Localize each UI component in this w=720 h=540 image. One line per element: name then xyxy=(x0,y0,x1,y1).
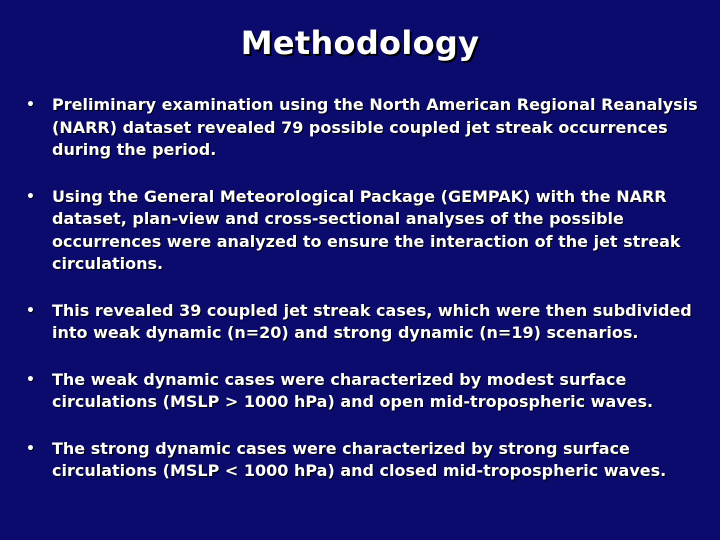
bullet-text: Preliminary examination using the North American Regional Reanalysis (NARR) dataset revealed 79 possible coupled jet streak occurrences during the period. xyxy=(52,95,698,159)
bullet-item xyxy=(26,94,706,162)
bullet-icon: • xyxy=(26,440,35,457)
bullet-icon: • xyxy=(26,188,35,205)
bullet-item xyxy=(26,369,706,414)
bullet-item xyxy=(26,438,706,483)
bullet-text: Using the General Meteorological Package (GEMPAK) with the NARR dataset, plan-view and cross-sectional analyses of the possible occurrences were analyzed to ensure the interaction of the jet streak circulations. xyxy=(52,186,681,273)
bullet-text: The weak dynamic cases were characterized by modest surface circulations (MSLP > 1000 hPa) and open mid-tropospheric waves. xyxy=(52,369,654,411)
bullet-item xyxy=(26,300,706,345)
bullet-text: This revealed 39 coupled jet streak cases, which were then subdivided into weak dynamic (n=20) and strong dynamic (n=19) scenarios. xyxy=(52,300,692,342)
bullet-icon: • xyxy=(26,371,35,388)
slide-title: Methodology xyxy=(240,24,480,62)
bullet-text: The strong dynamic cases were characterized by strong surface circulations (MSLP < 1000 hPa) and closed mid-tropospheric waves. xyxy=(52,438,667,480)
bullet-icon: • xyxy=(26,302,35,319)
bullet-icon: • xyxy=(26,97,35,113)
bullet-list xyxy=(26,94,706,507)
bullet-item xyxy=(26,186,706,276)
